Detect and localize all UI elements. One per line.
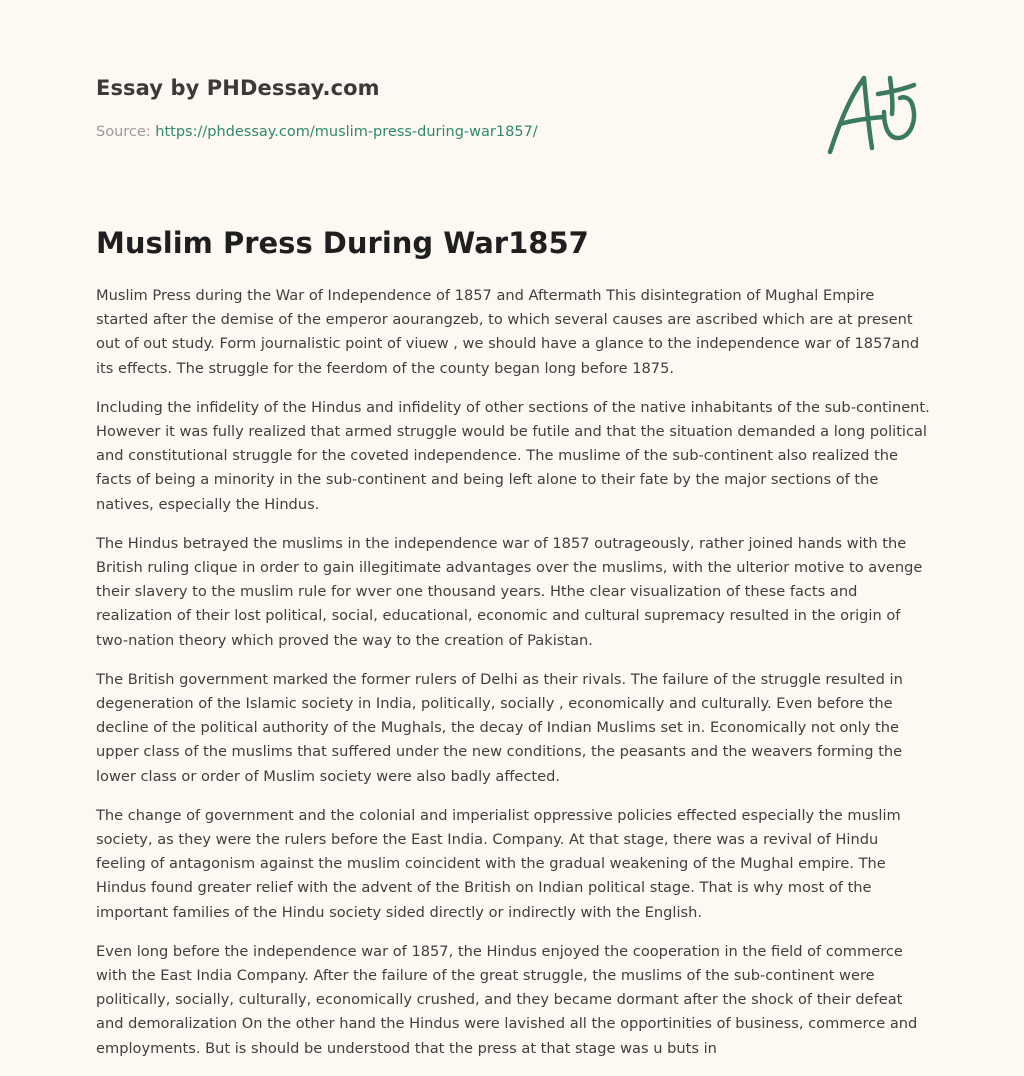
a-plus-logo-icon (824, 68, 928, 168)
essay-paragraph-6: Even long before the independence war of 1857, the Hindus enjoyed the cooperation in the field of commerce with the East India Company. After the failure of the great struggle, the muslims of the sub-continent were politically, socially, culturally, economically crushed, and they became dormant after the shock of their defeat and demoralization On the other hand the Hindus were lavished all the opportinities of business, commerce and employments. But is should be understood that the press at that stage was u buts in (96, 942, 918, 1057)
page-title: Muslim Press During War1857 (96, 226, 589, 260)
essay-body (96, 284, 931, 1076)
page-header (96, 76, 928, 186)
brand-title: Essay by PHDessay.com (96, 76, 380, 100)
essay-paragraph-5: The change of government and the colonial and imperialist oppressive policies effected especially the muslim society, as they were the rulers before the East India. Company. At that stage, there was a revival of Hindu feeling of antagonism against the muslim coincident with the gradual weakening of the Mughal empire. The Hindus found greater relief with the advent of the British on Indian political stage. That is why most of the important families of the Hindu society sided directly or indirectly with the English. (96, 806, 901, 921)
source-label: Source: (96, 124, 156, 140)
source-line (96, 124, 538, 140)
essay-paragraph-4: The British government marked the former rulers of Delhi as their rivals. The failure of the struggle resulted in degeneration of the Islamic society in India, politically, socially , economically and culturally. Even before the decline of the political authority of the Mughals, the decay of Indian Muslims set in. Economically not only the upper class of the muslims that suffered under the new conditions, the peasants and the weavers forming the lower class or order of Muslim society were also badly affected. (96, 670, 903, 785)
logo-strokes (830, 78, 914, 152)
source-link[interactable]: https://phdessay.com/muslim-press-during-war1857/ (155, 124, 538, 140)
essay-paragraph-3: The Hindus betrayed the muslims in the independence war of 1857 outrageously, rather joined hands with the British ruling clique in order to gain illegitimate advantages over the muslims, with the ulterior motive to avenge their slavery to the muslim rule for wver one thousand years. Hthe clear visualization of these facts and realization of their lost political, social, educational, economic and cultural supremacy resulted in the origin of two-nation theory which proved the way to the creation of Pakistan. (96, 534, 923, 649)
essay-paragraph-2: Including the infidelity of the Hindus and infidelity of other sections of the native inhabitants of the sub-continent. However it was fully realized that armed struggle would be futile and that the situation demanded a long political and constitutional struggle for the coveted independence. The muslime of the sub-continent also realized the facts of being a minority in the sub-continent and being left alone to their fate by the major sections of the natives, especially the Hindus. (96, 398, 930, 513)
essay-paragraph-1: Muslim Press during the War of Independence of 1857 and Aftermath This disintegration of Mughal Empire started after the demise of the emperor aourangzeb, to which several causes are ascribed which are at present out of out study. Form journalistic point of viuew , we should have a glance to the independence war of 1857and its effects. The struggle for the feerdom of the county began long before 1875. (96, 287, 920, 377)
